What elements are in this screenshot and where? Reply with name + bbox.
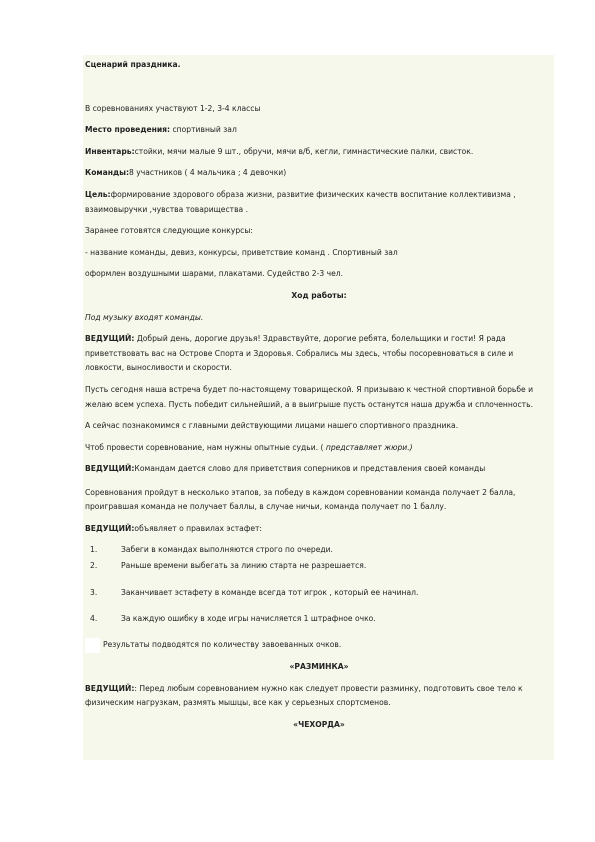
results-line (85, 638, 553, 653)
rule-item (85, 559, 553, 574)
host-speech-4 (85, 682, 553, 711)
participants-line: В соревнованиях участвуют 1-2, 3-4 классы (85, 103, 261, 113)
host-label: ВЕДУЩИЙ: (85, 334, 135, 344)
stage-direction: Под музыку входят команды. (85, 312, 204, 322)
host-speech-1-text: Добрый день, дорогие друзья! Здравствуйте, дорогие ребята, болельщики и гости! Я рада приветствовать вас на Острове Спорта и Здоровья. Собрались мы здесь, чтобы посоревноваться в силе и ловкости, выносливости и скорости. (85, 334, 514, 373)
rule-number: 1. (90, 544, 98, 554)
venue-value: спортивный зал (170, 125, 237, 135)
rule-item (85, 612, 553, 627)
host-label: ВЕДУЩИЙ: (85, 464, 135, 474)
prep-intro: Заранее готовятся следующие конкурсы: (85, 226, 253, 236)
rule-text: Раньше времени выбегать за линию старта не разрешается. (121, 561, 367, 571)
host-speech-1 (85, 332, 553, 376)
paragraph-meet-characters: А сейчас познакомимся с главными действующими лицами нашего спортивного праздника. (85, 421, 459, 431)
chehorda-heading: «ЧЕХОРДА» (293, 719, 345, 729)
goal-value-1: формирование здорового образа жизни, развитие физических качеств воспитание коллективизма , (110, 189, 516, 199)
judges-text: Чтоб провести соревнование, нам нужны опытные судьи. ( (85, 442, 326, 452)
inventory-value: стойки, мячи малые 9 шт., обручи, мячи в/б, кегли, гимнастические палки, свисток. (134, 146, 474, 156)
goal-value-2: взаимовыручки ,чувства товарищества . (85, 204, 249, 214)
goal-line (85, 188, 553, 217)
document-content (85, 58, 553, 732)
paragraph-friendly-match: Пусть сегодня наша встреча будет по-настоящему товарищеской. Я призываю к честной спортивной борьбе и желаю всем успеха. Пусть победит сильнейший, а в выигрыше пусть останутся наша дружба и сплоченность. (85, 384, 534, 409)
host-speech-2 (85, 462, 553, 477)
rule-text: Заканчивает эстафету в команде всегда тот игрок , который ее начинал. (121, 587, 419, 597)
rule-number: 4. (90, 614, 98, 624)
venue-label: Место проведения: (85, 125, 171, 135)
teams-line (85, 166, 553, 181)
course-heading: Ход работы: (291, 290, 347, 300)
rule-item (85, 586, 553, 601)
rule-number: 3. (90, 587, 98, 597)
judges-stage-direction: представляет жюри.) (325, 442, 413, 452)
inventory-label: Инвентарь: (85, 146, 135, 156)
rule-item (85, 543, 553, 558)
goal-label: Цель: (85, 189, 111, 199)
paragraph-stages: Соревнования пройдут в несколько этапов, за победу в каждом соревновании команда получает 2 балла, проигравшая команда не получает баллы, в случае ничьи, команда получает по 1 баллу. (85, 487, 516, 512)
host-speech-4-text: : Перед любым соревнованием нужно как следует провести разминку, подготовить свое тело к физическим нагрузкам, размять мышцы, все как у серьезных спортсменов. (85, 683, 523, 708)
host-label: ВЕДУЩИЙ: (85, 524, 135, 534)
host-label: ВЕДУЩИЙ: (85, 683, 135, 693)
rule-text: Забеги в командах выполняются строго по очереди. (121, 544, 333, 554)
host-speech-3-text: объявляет о правилах эстафет: (134, 524, 262, 534)
teams-value: 8 участников ( 4 мальчика ; 4 девочки) (129, 168, 287, 178)
host-speech-3 (85, 522, 553, 537)
rule-text: За каждую ошибку в ходе игры начисляется 1 штрафное очко. (121, 614, 376, 624)
teams-label: Команды: (85, 168, 130, 178)
inventory-line (85, 145, 553, 160)
prep-line-1: - название команды, девиз, конкурсы, приветствие команд . Спортивный зал (85, 247, 398, 257)
warmup-heading: «РАЗМИНКА» (289, 662, 349, 672)
white-gap-block (85, 638, 100, 653)
rule-number: 2. (90, 561, 98, 571)
paragraph-judges (85, 441, 553, 456)
document-title: Сценарий праздника. (85, 60, 181, 69)
relay-rules-list (85, 543, 553, 627)
prep-line-2: оформлен воздушными шарами, плакатами. Судейство 2-3 чел. (85, 269, 344, 279)
results-text: Результаты подводятся по количеству завоеванных очков. (103, 640, 342, 650)
host-speech-2-text: Командам дается слово для приветствия соперников и представления своей команды (134, 464, 486, 474)
venue-line (85, 123, 553, 138)
